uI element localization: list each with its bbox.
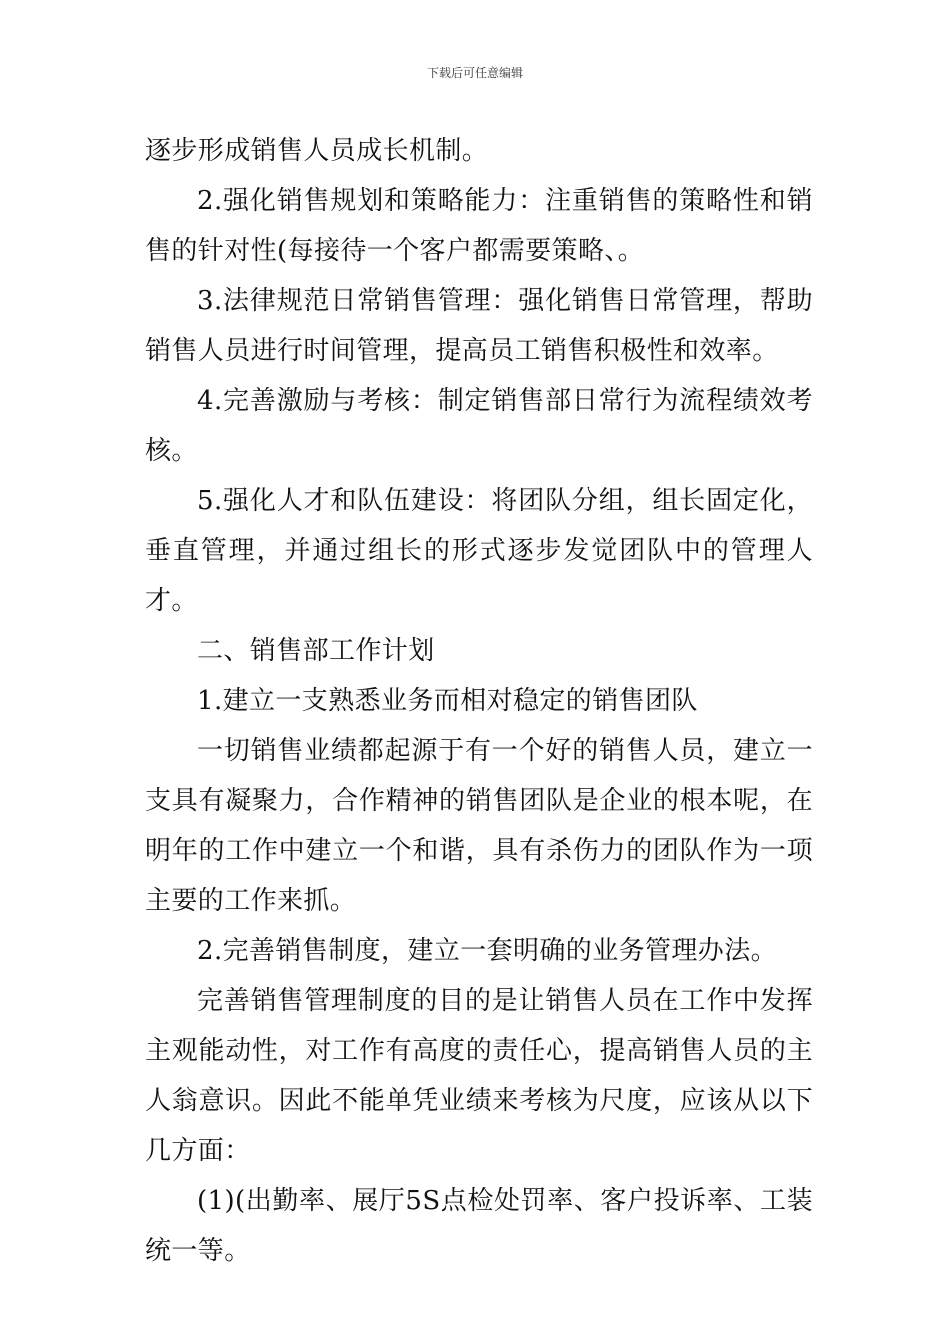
subsection-heading: 1.建立一支熟悉业务而相对稳定的销售团队 bbox=[197, 686, 698, 716]
paragraph: 3.法律规范日常销售管理：强化销售日常管理，帮助销售人员进行时间管理，提高员工销售积极性和效率。 bbox=[145, 286, 813, 366]
page-header-note: 下载后可任意编辑 bbox=[426, 66, 523, 80]
list-item: (1)(出勤率、展厅5S点检处罚率、客户投诉率、工装统一等。 bbox=[145, 1186, 813, 1266]
paragraph: 一切销售业绩都起源于有一个好的销售人员，建立一支具有凝聚力，合作精神的销售团队是企业的根本呢，在明年的工作中建立一个和谐，具有杀伤力的团队作为一项主要的工作来抓。 bbox=[145, 736, 813, 916]
subsection-heading: 2.完善销售制度，建立一套明确的业务管理办法。 bbox=[197, 936, 778, 966]
paragraph: 4.完善激励与考核：制定销售部日常行为流程绩效考核。 bbox=[145, 386, 813, 466]
paragraph: 完善销售管理制度的目的是让销售人员在工作中发挥主观能动性，对工作有高度的责任心，提高销售人员的主人翁意识。因此不能单凭业绩来考核为尺度，应该从以下几方面： bbox=[145, 986, 813, 1166]
paragraph: 2.强化销售规划和策略能力：注重销售的策略性和销售的针对性(每接待一个客户都需要策略、。 bbox=[145, 186, 813, 266]
paragraph: 5.强化人才和队伍建设：将团队分组，组长固定化，垂直管理，并通过组长的形式逐步发觉团队中的管理人才。 bbox=[145, 486, 813, 616]
paragraph: 逐步形成销售人员成长机制。 bbox=[145, 136, 489, 166]
section-heading: 二、销售部工作计划 bbox=[197, 636, 435, 666]
document-body bbox=[145, 126, 813, 1276]
